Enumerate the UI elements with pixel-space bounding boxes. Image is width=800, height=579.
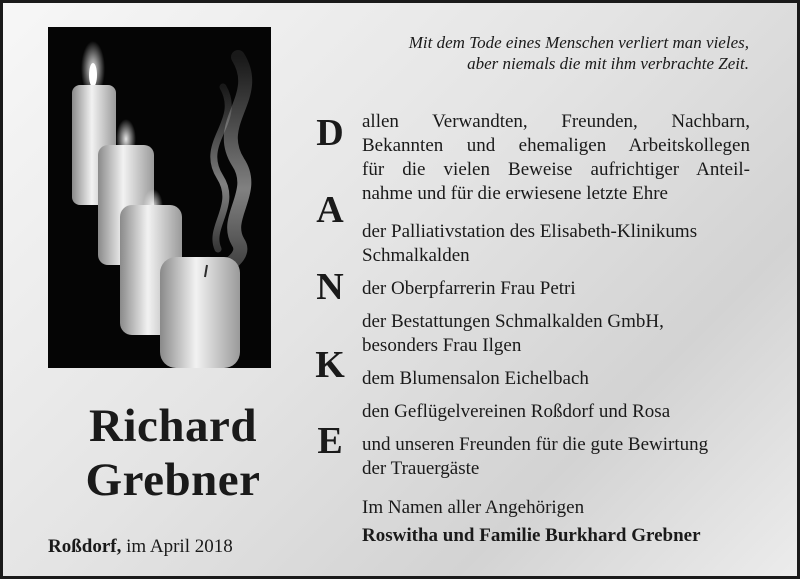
thanks-line: nahme und für die erwiesene letzte Ehre (362, 183, 668, 204)
signature-intro: Im Namen aller Angehörigen (362, 497, 585, 518)
quote-line: Mit dem Tode eines Menschen verliert man vieles, (408, 33, 749, 52)
town: Roßdorf, (48, 536, 122, 557)
place-date (48, 536, 233, 558)
danke-letter-n: N (316, 266, 344, 308)
thanks-line: besonders Frau Ilgen (362, 335, 522, 356)
deceased-name (48, 399, 298, 507)
danke-letter-d: D (316, 112, 344, 154)
thanks-line: den Geflügelvereinen Roßdorf und Rosa (362, 401, 671, 422)
thanks-item (362, 277, 750, 301)
thanks-line: dem Blumensalon Eichelbach (362, 368, 589, 389)
danke-letter-k: K (315, 344, 345, 386)
thanks-item (362, 433, 750, 481)
thanks-item (362, 400, 750, 424)
thanks-item (362, 367, 750, 391)
thanks-line: der Palliativstation des Elisabeth-Klinikums (362, 221, 698, 242)
thanks-list (362, 110, 750, 481)
thanks-line: der Trauergäste (362, 458, 480, 479)
quote (409, 32, 749, 74)
danke-letter-e: E (317, 420, 343, 462)
thanks-line: für die vielen Beweise aufrichtiger Anteil- (362, 159, 750, 180)
signature-family: Roswitha und Familie Burkhard Grebner (362, 525, 701, 546)
candles-photo (48, 27, 271, 368)
first-name: Richard (89, 400, 257, 452)
danke-letter-a: A (316, 189, 344, 231)
thanks-line: allen Verwandten, Freunden, Nachbarn, (362, 111, 750, 132)
thanks-line: und unseren Freunden für die gute Bewirtung (362, 434, 709, 455)
thanks-item (362, 220, 750, 268)
candles-icon (48, 27, 271, 368)
thanks-line: der Bestattungen Schmalkalden GmbH, (362, 311, 664, 332)
quote-line: aber niemals die mit ihm verbrachte Zeit. (467, 54, 749, 73)
thanks-item (362, 310, 750, 358)
thanks-line: Bekannten und ehemaligen Arbeitskollegen (362, 135, 750, 156)
last-name: Grebner (85, 454, 261, 506)
date: im April 2018 (126, 536, 233, 557)
thanks-line: der Oberpfarrerin Frau Petri (362, 278, 576, 299)
thanks-item (362, 110, 750, 206)
thanks-line: Schmalkalden (362, 245, 470, 266)
